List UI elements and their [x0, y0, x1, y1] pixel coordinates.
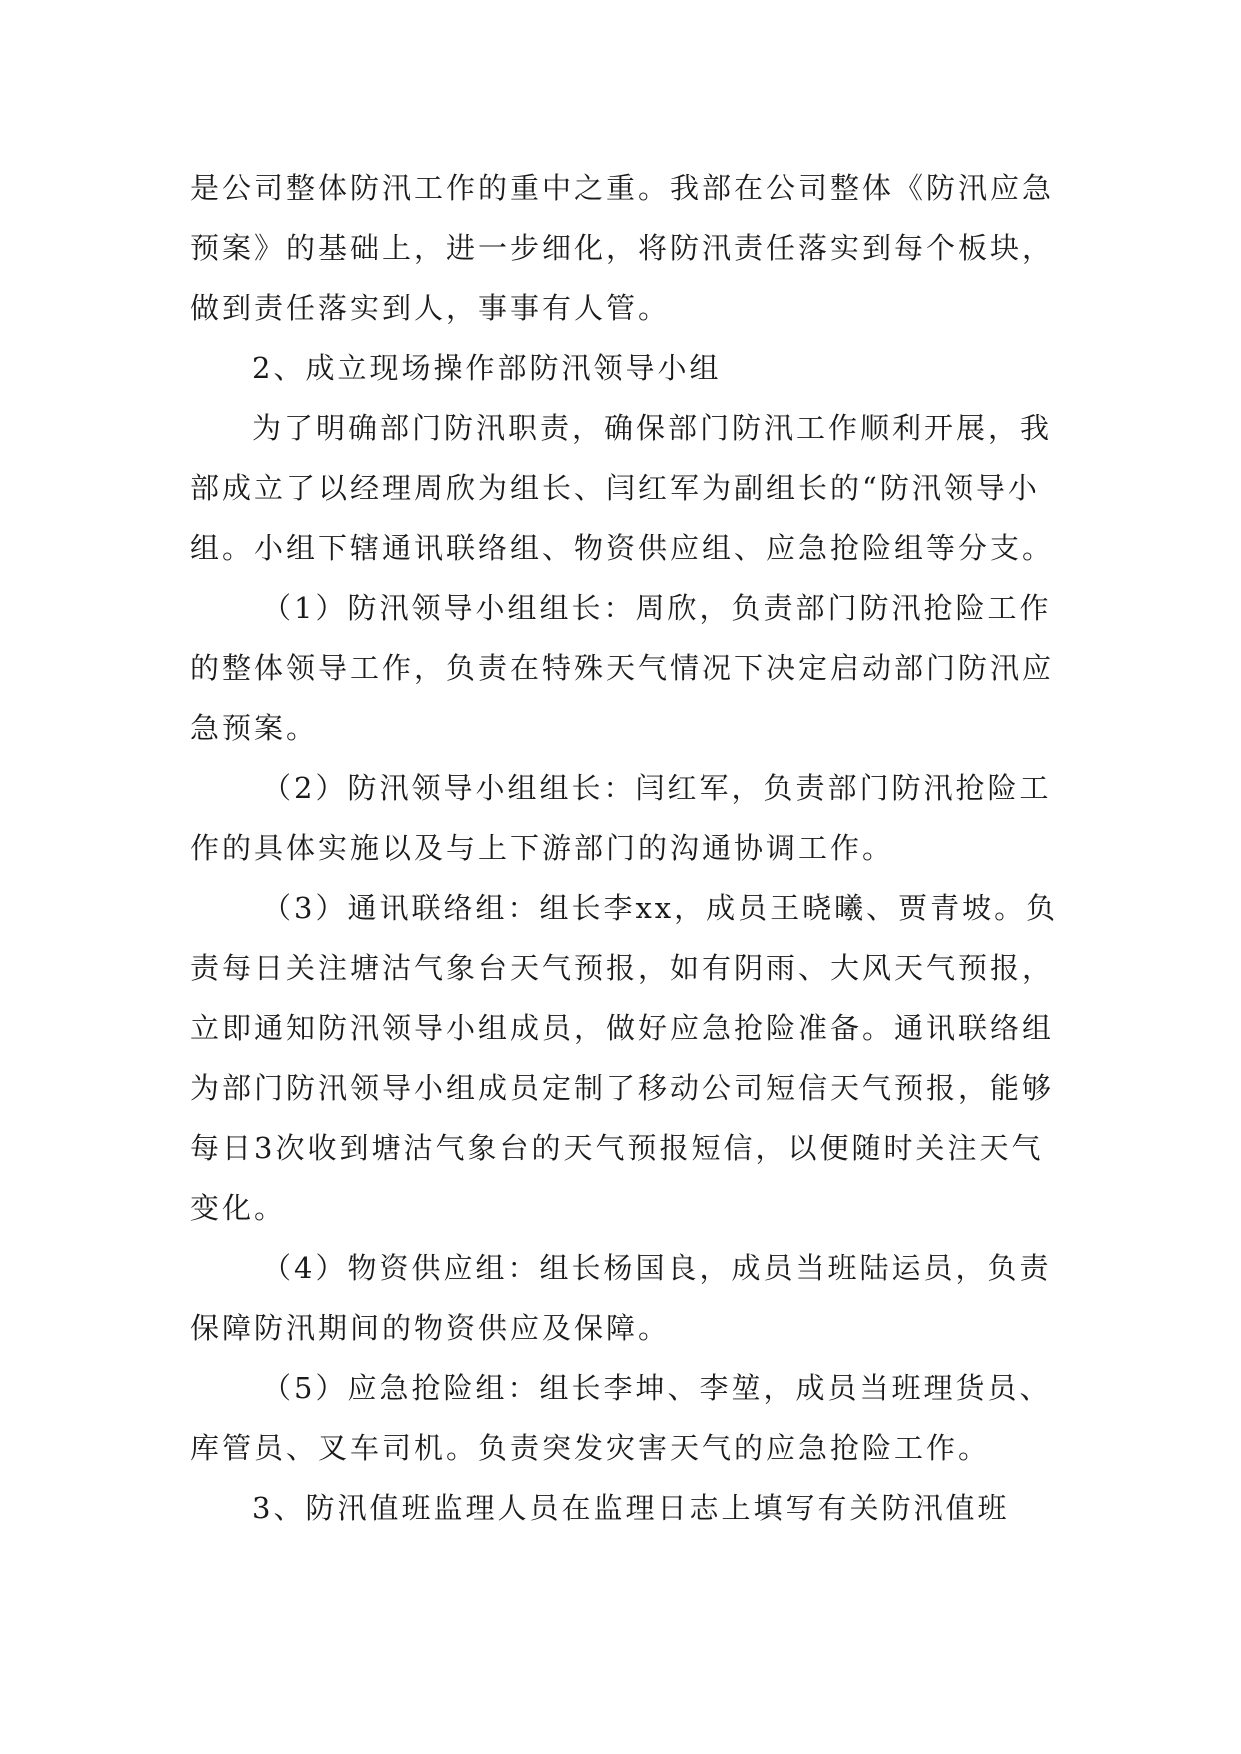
paragraph-continuation: 是公司整体防汛工作的重中之重。我部在公司整体《防汛应急预案》的基础上，进一步细化，将防汛责任落实到每个板块，做到责任落实到人，事事有人管。 — [190, 171, 1055, 325]
paragraph-item-1: （1）防汛领导小组组长：周欣，负责部门防汛抢险工作的整体领导工作，负责在特殊天气情况下决定启动部门防汛应急预案。 — [190, 591, 1055, 745]
paragraph-item-2: （2）防汛领导小组组长：闫红军，负责部门防汛抢险工作的具体实施以及与上下游部门的沟通协调工作。 — [190, 771, 1052, 865]
section-heading-3: 3、防汛值班监理人员在监理日志上填写有关防汛值班 — [252, 1491, 1010, 1525]
paragraph-item-5: （5）应急抢险组：组长李坤、李堃，成员当班理货员、库管员、叉车司机。负责突发灾害天气的应急抢险工作。 — [190, 1371, 1052, 1465]
paragraph-group-intro: 为了明确部门防汛职责，确保部门防汛工作顺利开展，我部成立了以经理周欣为组长、闫红军为副组长的“防汛领导小组。小组下辖通讯联络组、物资供应组、应急抢险组等分支。 — [190, 411, 1055, 565]
paragraph-item-3: （3）通讯联络组：组长李xx，成员王晓曦、贾青坡。负责每日关注塘沽气象台天气预报，如有阴雨、大风天气预报，立即通知防汛领导小组成员，做好应急抢险准备。通讯联络组为部门防汛领导小组成员定制了移动公司短信天气预报，能够每日3次收到塘沽气象台的天气预报短信，以便随时关注天气变化。 — [190, 891, 1059, 1225]
document-body — [190, 158, 1060, 1538]
paragraph-item-4: （4）物资供应组：组长杨国良，成员当班陆运员，负责保障防汛期间的物资供应及保障。 — [190, 1251, 1052, 1345]
section-heading-2: 2、成立现场操作部防汛领导小组 — [252, 351, 722, 385]
